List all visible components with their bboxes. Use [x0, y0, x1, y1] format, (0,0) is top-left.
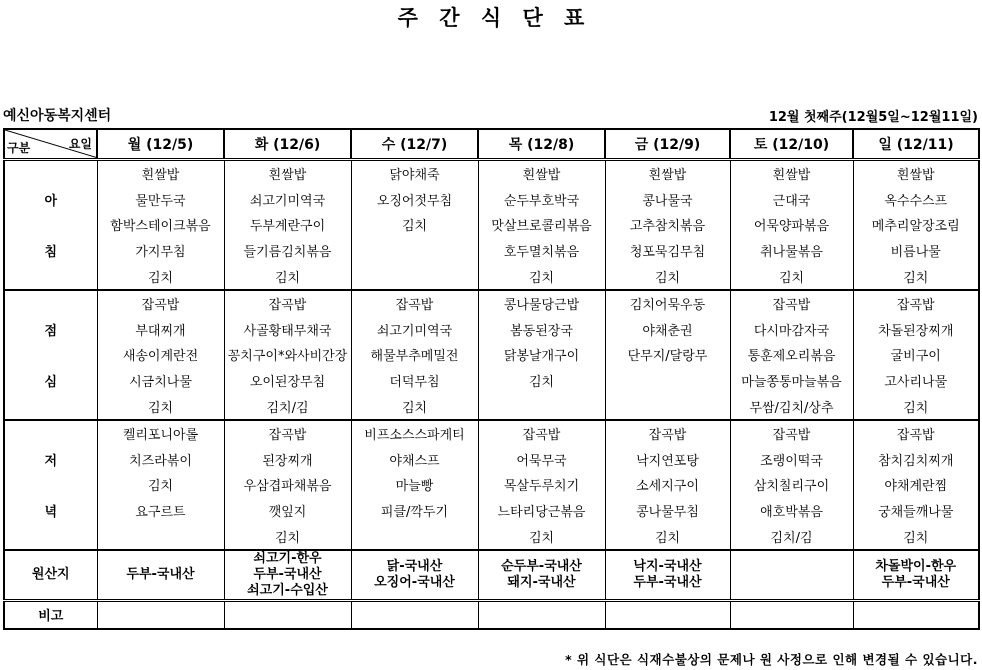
weekly-menu-table — [3, 128, 980, 630]
origin-line: 두부-국내산 — [633, 574, 702, 590]
dinner-row — [4, 420, 979, 447]
corner-col-label: 요일 — [68, 137, 92, 151]
menu-item: 흰쌀밥 — [97, 160, 224, 187]
week-range: 12월 첫째주(12월5일~12월11일) — [768, 110, 978, 125]
menu-item: 야채계란찜 — [853, 472, 979, 498]
menu-item: 흰쌀밥 — [730, 160, 853, 187]
lunch-row — [4, 290, 979, 317]
menu-item: 김치 — [605, 263, 730, 290]
menu-item: 흰쌀밥 — [224, 160, 351, 187]
menu-item: 들기름김치볶음 — [224, 238, 351, 264]
lunch-row — [4, 393, 979, 420]
lunch-label — [4, 393, 97, 420]
breakfast-label: 침 — [4, 238, 97, 264]
menu-item: 잡곡밥 — [605, 420, 730, 447]
center-name: 예신아동복지센터 — [3, 108, 112, 124]
breakfast-row — [4, 187, 979, 213]
menu-item: 옥수수스프 — [853, 187, 979, 213]
menu-item: 김치 — [97, 472, 224, 498]
breakfast-row — [4, 160, 979, 187]
menu-item: 새송이계란전 — [97, 342, 224, 368]
origin-line: 두부-국내산 — [881, 574, 950, 590]
menu-item: 비프소스스파게티 — [351, 420, 478, 447]
note-row — [4, 600, 979, 628]
menu-item: 콩나물당근밥 — [478, 290, 605, 317]
menu-item: 통훈제오리볶음 — [730, 342, 853, 368]
breakfast-row — [4, 263, 979, 290]
menu-item — [605, 368, 730, 394]
day-header: 일 (12/11) — [853, 129, 979, 160]
menu-item: 김치 — [97, 393, 224, 420]
dinner-row — [4, 498, 979, 524]
origin-line: 낙지-국내산 — [633, 558, 702, 574]
menu-item: 김치 — [605, 523, 730, 550]
day-header: 목 (12/8) — [478, 129, 605, 160]
origin-cell — [224, 550, 351, 601]
menu-item: 김치 — [853, 263, 979, 290]
menu-item: 가지무침 — [97, 238, 224, 264]
menu-item: 김치 — [351, 212, 478, 238]
menu-item: 닭야채죽 — [351, 160, 478, 187]
menu-item: 맛살브로콜리볶음 — [478, 212, 605, 238]
menu-item — [478, 393, 605, 420]
menu-item: 김치 — [351, 393, 478, 420]
lunch-label — [4, 290, 97, 317]
lunch-row — [4, 317, 979, 343]
origin-line: 차돌박이-한우 — [875, 558, 957, 574]
menu-item: 켈리포니아롤 — [97, 420, 224, 447]
origin-line: 쇠고기-수입산 — [247, 582, 328, 598]
lunch-label — [4, 342, 97, 368]
menu-item: 고추참치볶음 — [605, 212, 730, 238]
breakfast-label — [4, 263, 97, 290]
origin-cell — [605, 550, 730, 601]
day-header: 수 (12/7) — [351, 129, 478, 160]
origin-cell — [478, 550, 605, 601]
menu-item — [97, 523, 224, 550]
breakfast-label: 아 — [4, 187, 97, 213]
menu-item: 메추리알장조림 — [853, 212, 979, 238]
dinner-label: 저 — [4, 447, 97, 473]
menu-item: 해물부추메밀전 — [351, 342, 478, 368]
menu-item: 물만두국 — [97, 187, 224, 213]
menu-item: 된장찌개 — [224, 447, 351, 473]
note-cell — [351, 600, 478, 628]
menu-item — [605, 393, 730, 420]
menu-item: 콩나물국 — [605, 187, 730, 213]
menu-item — [351, 263, 478, 290]
breakfast-row — [4, 212, 979, 238]
dinner-label — [4, 420, 97, 447]
menu-item: 잡곡밥 — [224, 290, 351, 317]
footnote: * 위 식단은 식재수불상의 문제나 원 사정으로 인해 변경될 수 있습니다. — [565, 652, 978, 667]
note-cell — [730, 600, 853, 628]
day-header: 월 (12/5) — [97, 129, 224, 160]
menu-item: 순두부호박국 — [478, 187, 605, 213]
menu-item: 꽁치구이*와사비간장 — [224, 342, 351, 368]
origin-label: 원산지 — [4, 550, 97, 601]
menu-item: 마늘빵 — [351, 472, 478, 498]
dinner-row — [4, 472, 979, 498]
menu-item: 김치 — [224, 523, 351, 550]
menu-item: 삼치칠리구이 — [730, 472, 853, 498]
corner-cell — [4, 129, 97, 160]
menu-item — [351, 523, 478, 550]
menu-item: 잡곡밥 — [478, 420, 605, 447]
menu-item: 부대찌개 — [97, 317, 224, 343]
origin-row — [4, 550, 979, 601]
menu-item: 호두멸치볶음 — [478, 238, 605, 264]
menu-item: 닭봉날개구이 — [478, 342, 605, 368]
menu-item: 오징어젓무침 — [351, 187, 478, 213]
menu-item: 사골황태무채국 — [224, 317, 351, 343]
menu-item: 두부계란구이 — [224, 212, 351, 238]
origin-cell — [351, 550, 478, 601]
menu-item: 무쌈/김치/상추 — [730, 393, 853, 420]
menu-item: 어묵무국 — [478, 447, 605, 473]
menu-item: 애호박볶음 — [730, 498, 853, 524]
menu-item: 청포묵김무침 — [605, 238, 730, 264]
menu-item: 깻잎지 — [224, 498, 351, 524]
menu-item: 궁채들깨나물 — [853, 498, 979, 524]
header-row — [4, 129, 979, 160]
menu-item: 흰쌀밥 — [853, 160, 979, 187]
menu-item: 우삼겹파채볶음 — [224, 472, 351, 498]
breakfast-label — [4, 160, 97, 187]
menu-item: 잡곡밥 — [730, 420, 853, 447]
lunch-label: 점 — [4, 317, 97, 343]
page-title: 주 간 식 단 표 — [397, 6, 585, 30]
menu-item: 쇠고기미역국 — [224, 187, 351, 213]
menu-item: 야채춘권 — [605, 317, 730, 343]
origin-line: 순두부-국내산 — [501, 558, 582, 574]
note-cell — [853, 600, 979, 628]
menu-item: 김치 — [730, 263, 853, 290]
menu-item: 낙지연포탕 — [605, 447, 730, 473]
menu-item: 봄동된장국 — [478, 317, 605, 343]
menu-item: 차돌된장찌개 — [853, 317, 979, 343]
menu-item: 조랭이떡국 — [730, 447, 853, 473]
menu-item: 치즈라볶이 — [97, 447, 224, 473]
menu-item: 김치 — [853, 523, 979, 550]
menu-item: 김치 — [853, 393, 979, 420]
menu-item: 더덕무침 — [351, 368, 478, 394]
menu-item: 흰쌀밥 — [478, 160, 605, 187]
menu-item: 김치/김 — [730, 523, 853, 550]
menu-item: 김치 — [478, 263, 605, 290]
menu-item: 야채스프 — [351, 447, 478, 473]
origin-line: 돼지-국내산 — [507, 574, 576, 590]
menu-item: 잡곡밥 — [351, 290, 478, 317]
dinner-label: 녁 — [4, 498, 97, 524]
dinner-label — [4, 523, 97, 550]
menu-body — [4, 160, 979, 629]
menu-item: 오이된장무침 — [224, 368, 351, 394]
menu-item: 요구르트 — [97, 498, 224, 524]
note-cell — [224, 600, 351, 628]
lunch-row — [4, 342, 979, 368]
menu-item: 잡곡밥 — [853, 290, 979, 317]
note-cell — [478, 600, 605, 628]
menu-item: 느타리당근볶음 — [478, 498, 605, 524]
menu-item: 잡곡밥 — [730, 290, 853, 317]
menu-item: 김치 — [478, 368, 605, 394]
menu-item: 김치 — [224, 263, 351, 290]
menu-item: 마늘쫑통마늘볶음 — [730, 368, 853, 394]
menu-item: 김치 — [97, 263, 224, 290]
dinner-row — [4, 523, 979, 550]
menu-item — [351, 238, 478, 264]
menu-item: 잡곡밥 — [97, 290, 224, 317]
origin-line: 닭-국내산 — [386, 558, 443, 574]
menu-item: 함박스테이크볶음 — [97, 212, 224, 238]
breakfast-row — [4, 238, 979, 264]
menu-item: 잡곡밥 — [853, 420, 979, 447]
menu-item: 시금치나물 — [97, 368, 224, 394]
menu-item: 김치어묵우동 — [605, 290, 730, 317]
menu-item: 소세지구이 — [605, 472, 730, 498]
menu-item: 참치김치찌개 — [853, 447, 979, 473]
lunch-row — [4, 368, 979, 394]
menu-item: 김치 — [478, 523, 605, 550]
breakfast-label — [4, 212, 97, 238]
menu-item: 김치/김 — [224, 393, 351, 420]
menu-item: 근대국 — [730, 187, 853, 213]
menu-item: 비름나물 — [853, 238, 979, 264]
note-label: 비고 — [4, 600, 97, 628]
origin-cell — [730, 550, 853, 601]
note-cell — [605, 600, 730, 628]
day-header: 금 (12/9) — [605, 129, 730, 160]
menu-item: 굴비구이 — [853, 342, 979, 368]
menu-item: 쇠고기미역국 — [351, 317, 478, 343]
menu-item: 피클/깍두기 — [351, 498, 478, 524]
menu-item: 단무지/달랑무 — [605, 342, 730, 368]
origin-line: 쇠고기-한우 — [253, 550, 322, 566]
menu-item: 취나물볶음 — [730, 238, 853, 264]
dinner-row — [4, 447, 979, 473]
day-header: 화 (12/6) — [224, 129, 351, 160]
menu-item: 어묵양파볶음 — [730, 212, 853, 238]
origin-line: 두부-국내산 — [126, 566, 195, 582]
origin-line: 오징어-국내산 — [374, 574, 455, 590]
origin-cell — [853, 550, 979, 601]
note-cell — [97, 600, 224, 628]
corner-row-label: 구분 — [7, 141, 31, 155]
menu-item: 고사리나물 — [853, 368, 979, 394]
origin-cell — [97, 550, 224, 601]
day-header: 토 (12/10) — [730, 129, 853, 160]
menu-item: 잡곡밥 — [224, 420, 351, 447]
dinner-label — [4, 472, 97, 498]
menu-item: 흰쌀밥 — [605, 160, 730, 187]
lunch-label: 심 — [4, 368, 97, 394]
menu-item: 다시마감자국 — [730, 317, 853, 343]
menu-item: 목살두루치기 — [478, 472, 605, 498]
origin-line: 두부-국내산 — [253, 566, 322, 582]
menu-item: 콩나물무침 — [605, 498, 730, 524]
